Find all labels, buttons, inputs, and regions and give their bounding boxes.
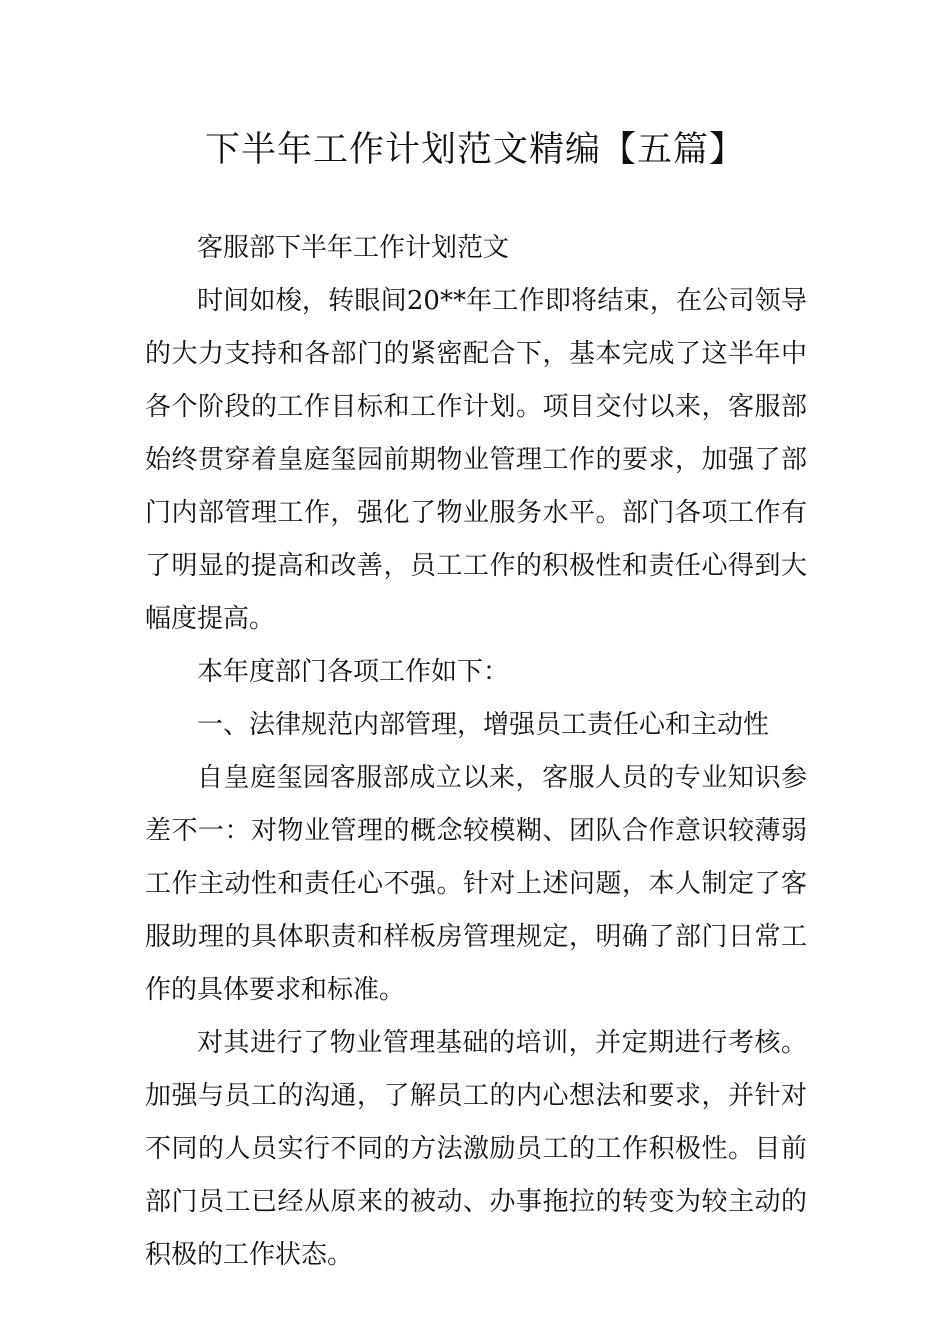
section-heading: 客服部下半年工作计划范文: [197, 233, 510, 263]
document-title: 下半年工作计划范文精编【五篇】: [204, 130, 745, 170]
body-paragraph: 自皇庭玺园客服部成立以来，客服人员的专业知识参差不一：对物业管理的概念较模糊、团队合作意识较薄弱工作主动性和责任心不强。针对上述问题，本人制定了客服助理的具体职责和样板房管理规定，明确了部门日常工作的具体要求和标准。: [145, 763, 807, 1005]
section-heading: 一、法律规范内部管理，增强员工责任心和主动性: [197, 710, 770, 740]
body-paragraph: 时间如梭，转眼间20**年工作即将结束，在公司领导的大力支持和各部门的紧密配合下，基本完成了这半年中各个阶段的工作目标和工作计划。项目交付以来，客服部始终贯穿着皇庭玺园前期物业管理工作的要求，加强了部门内部管理工作，强化了物业服务水平。部门各项工作有了明显的提高和改善，员工工作的积极性和责任心得到大幅度提高。: [145, 286, 807, 634]
document-body: [145, 222, 807, 1282]
body-paragraph: 本年度部门各项工作如下：: [197, 657, 510, 687]
body-paragraph: 对其进行了物业管理基础的培训，并定期进行考核。加强与员工的沟通，了解员工的内心想法和要求，并针对不同的人员实行不同的方法激励员工的工作积极性。目前部门员工已经从原来的被动、办事拖拉的转变为较主动的积极的工作状态。: [145, 1028, 807, 1270]
